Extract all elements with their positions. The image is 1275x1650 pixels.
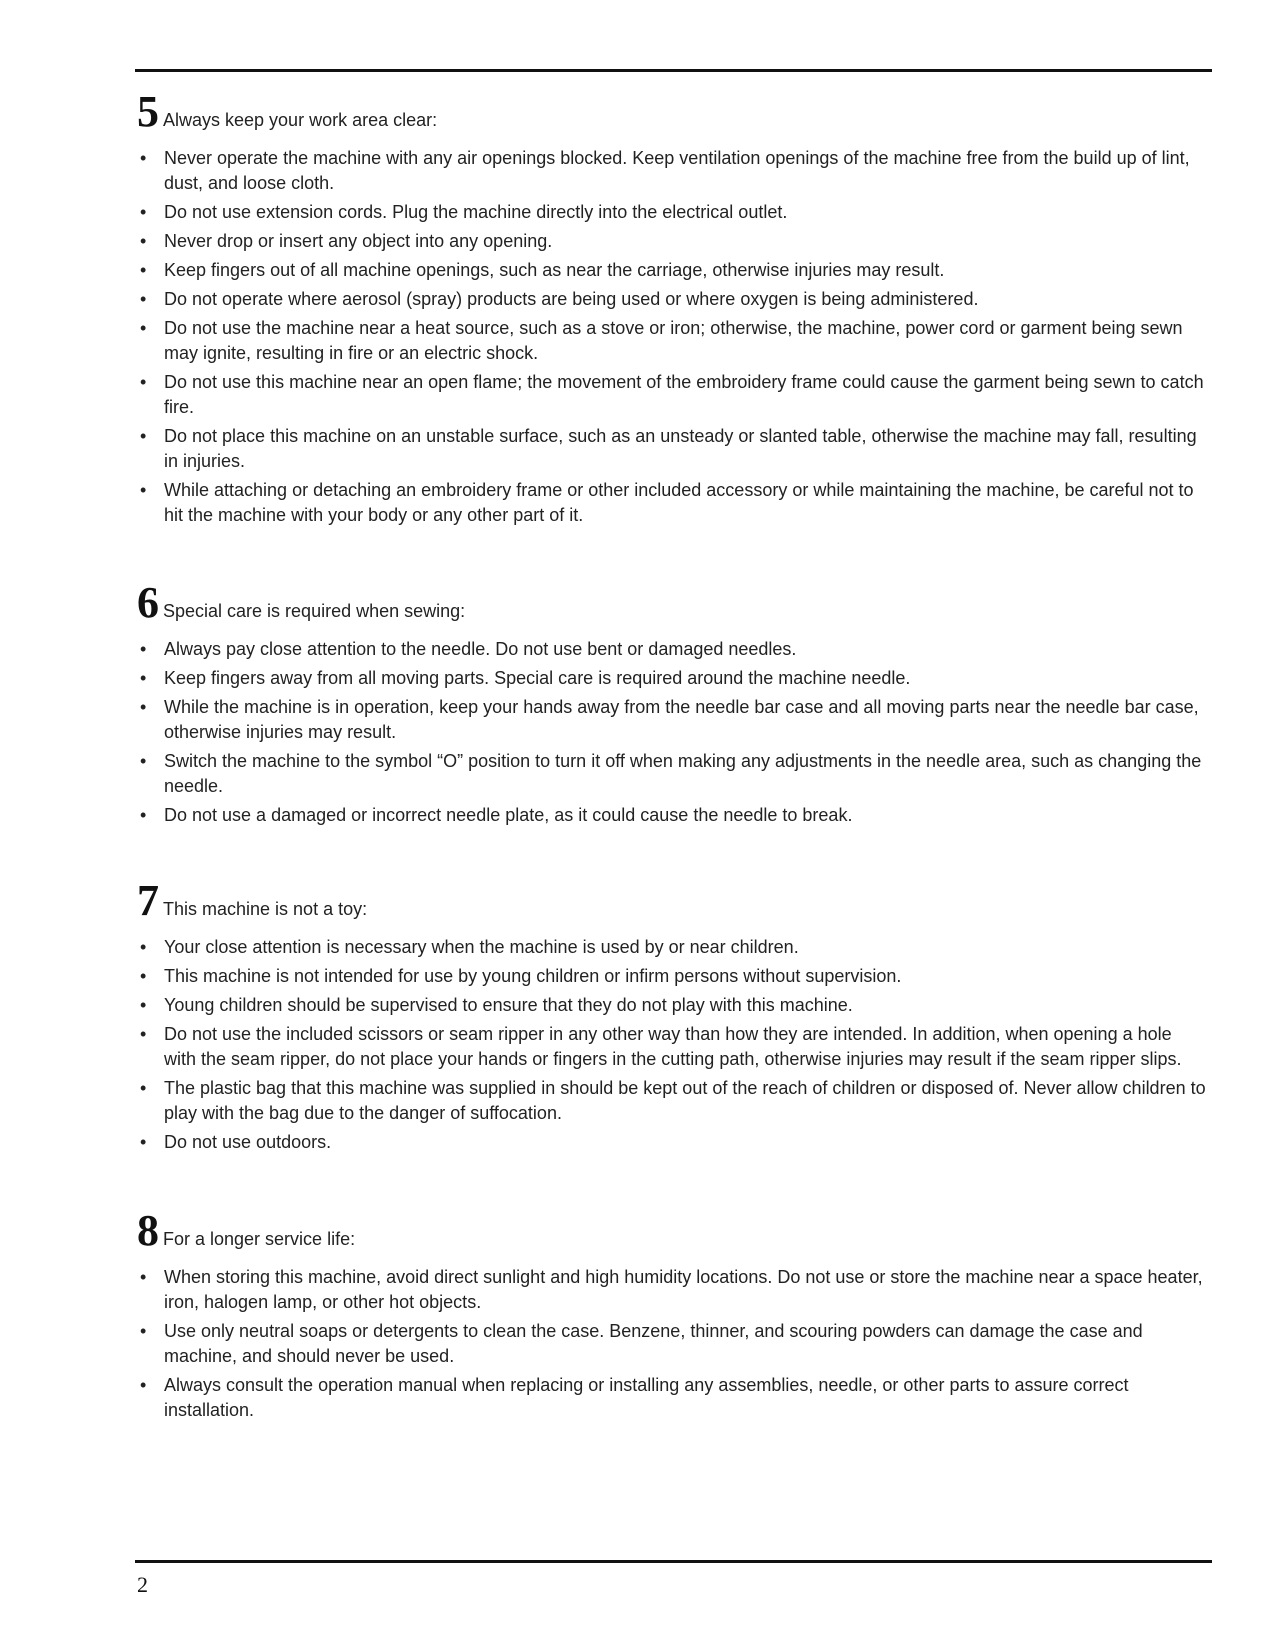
bullet-icon: • bbox=[140, 995, 147, 1015]
list-item bbox=[137, 146, 1207, 196]
section-7 bbox=[137, 876, 1207, 1159]
list-item bbox=[137, 258, 1207, 283]
list-item bbox=[137, 935, 1207, 960]
bullet-icon: • bbox=[140, 372, 147, 392]
bullet-icon: • bbox=[140, 426, 147, 446]
top-rule bbox=[135, 69, 1212, 72]
section-number: 5 bbox=[137, 87, 159, 136]
bullet-icon: • bbox=[140, 1321, 147, 1341]
list-item-text: Do not use extension cords. Plug the machine directly into the electrical outlet. bbox=[164, 202, 788, 222]
section-title: For a longer service life: bbox=[163, 1229, 356, 1249]
list-item bbox=[137, 287, 1207, 312]
list-item-text: Do not use a damaged or incorrect needle plate, as it could cause the needle to break. bbox=[164, 805, 853, 825]
list-item bbox=[137, 695, 1207, 745]
list-item-text: Switch the machine to the symbol “O” position to turn it off when making any adjustments in the needle area, such as changing the needle. bbox=[164, 751, 1202, 796]
section-title: This machine is not a toy: bbox=[163, 899, 368, 919]
list-item bbox=[137, 964, 1207, 989]
bullet-icon: • bbox=[140, 289, 147, 309]
list-item-text: The plastic bag that this machine was supplied in should be kept out of the reach of children or disposed of. Never allow children to play with the bag due to the danger of suffocation. bbox=[164, 1078, 1206, 1123]
bullet-icon: • bbox=[140, 318, 147, 338]
section-heading bbox=[137, 87, 1207, 136]
list-item-text: Young children should be supervised to ensure that they do not play with this machine. bbox=[164, 995, 853, 1015]
section-number: 8 bbox=[137, 1206, 159, 1255]
bullet-icon: • bbox=[140, 1267, 147, 1287]
section-title: Always keep your work area clear: bbox=[163, 110, 438, 130]
bullet-icon: • bbox=[140, 231, 147, 251]
list-item bbox=[137, 993, 1207, 1018]
bullet-icon: • bbox=[140, 639, 147, 659]
list-item bbox=[137, 637, 1207, 662]
bullet-icon: • bbox=[140, 668, 147, 688]
section-5 bbox=[137, 87, 1207, 532]
section-number: 7 bbox=[137, 876, 159, 925]
section-title: Special care is required when sewing: bbox=[163, 601, 466, 621]
page-number: 2 bbox=[137, 1572, 148, 1597]
list-item bbox=[137, 316, 1207, 366]
bullet-icon: • bbox=[140, 1375, 147, 1395]
list-item-text: While attaching or detaching an embroidery frame or other included accessory or while maintaining the machine, be careful not to hit the machine with your body or any other part of it. bbox=[164, 480, 1194, 525]
list-item bbox=[137, 1265, 1207, 1315]
bullet-icon: • bbox=[140, 1024, 147, 1044]
bullet-icon: • bbox=[140, 202, 147, 222]
list-item bbox=[137, 229, 1207, 254]
list-item bbox=[137, 1076, 1207, 1126]
list-item bbox=[137, 478, 1207, 528]
bullet-list bbox=[137, 637, 1207, 828]
section-8 bbox=[137, 1206, 1207, 1427]
list-item-text: Do not operate where aerosol (spray) products are being used or where oxygen is being administered. bbox=[164, 289, 979, 309]
list-item-text: Always consult the operation manual when replacing or installing any assemblies, needle, or other parts to assure correct installation. bbox=[164, 1375, 1129, 1420]
section-heading bbox=[137, 876, 1207, 925]
list-item-text: This machine is not intended for use by young children or infirm persons without supervision. bbox=[164, 966, 902, 986]
list-item bbox=[137, 1022, 1207, 1072]
bullet-list bbox=[137, 146, 1207, 528]
section-heading bbox=[137, 1206, 1207, 1255]
list-item bbox=[137, 749, 1207, 799]
bullet-icon: • bbox=[140, 966, 147, 986]
bullet-icon: • bbox=[140, 1132, 147, 1152]
bullet-icon: • bbox=[140, 937, 147, 957]
list-item-text: Keep fingers out of all machine openings, such as near the carriage, otherwise injuries may result. bbox=[164, 260, 945, 280]
list-item-text: Keep fingers away from all moving parts. Special care is required around the machine needle. bbox=[164, 668, 911, 688]
list-item-text: Do not use outdoors. bbox=[164, 1132, 332, 1152]
bullet-icon: • bbox=[140, 805, 147, 825]
list-item-text: Do not place this machine on an unstable surface, such as an unsteady or slanted table, otherwise the machine may fall, resulting in injuries. bbox=[164, 426, 1197, 471]
list-item-text: Use only neutral soaps or detergents to clean the case. Benzene, thinner, and scouring powders can damage the case and machine, and should never be used. bbox=[164, 1321, 1143, 1366]
list-item-text: Always pay close attention to the needle. Do not use bent or damaged needles. bbox=[164, 639, 797, 659]
list-item-text: Do not use the included scissors or seam ripper in any other way than how they are intended. In addition, when opening a hole with the seam ripper, do not place your hands or fingers in the cutting path, otherwise injuries may result if the seam ripper slips. bbox=[164, 1024, 1182, 1069]
list-item-text: When storing this machine, avoid direct sunlight and high humidity locations. Do not use or store the machine near a space heater, iron, halogen lamp, or other hot objects. bbox=[164, 1267, 1203, 1312]
bullet-icon: • bbox=[140, 260, 147, 280]
bullet-icon: • bbox=[140, 751, 147, 771]
list-item bbox=[137, 1319, 1207, 1369]
list-item-text: Do not use this machine near an open flame; the movement of the embroidery frame could cause the garment being sewn to catch fire. bbox=[164, 372, 1204, 417]
bullet-icon: • bbox=[140, 480, 147, 500]
list-item bbox=[137, 370, 1207, 420]
list-item-text: Do not use the machine near a heat source, such as a stove or iron; otherwise, the machine, power cord or garment being sewn may ignite, resulting in fire or an electric shock. bbox=[164, 318, 1183, 363]
list-item bbox=[137, 424, 1207, 474]
section-number: 6 bbox=[137, 578, 159, 627]
list-item-text: While the machine is in operation, keep your hands away from the needle bar case and all moving parts near the needle bar case, otherwise injuries may result. bbox=[164, 697, 1199, 742]
bullet-icon: • bbox=[140, 1078, 147, 1098]
list-item bbox=[137, 803, 1207, 828]
list-item-text: Never operate the machine with any air openings blocked. Keep ventilation openings of the machine free from the build up of lint, dust, and loose cloth. bbox=[164, 148, 1190, 193]
section-heading bbox=[137, 578, 1207, 627]
list-item bbox=[137, 200, 1207, 225]
list-item-text: Your close attention is necessary when the machine is used by or near children. bbox=[164, 937, 799, 957]
bullet-list bbox=[137, 1265, 1207, 1423]
section-6 bbox=[137, 578, 1207, 832]
bullet-list bbox=[137, 935, 1207, 1155]
list-item bbox=[137, 1373, 1207, 1423]
bullet-icon: • bbox=[140, 148, 147, 168]
list-item bbox=[137, 666, 1207, 691]
bullet-icon: • bbox=[140, 697, 147, 717]
bottom-rule bbox=[135, 1560, 1212, 1563]
list-item bbox=[137, 1130, 1207, 1155]
list-item-text: Never drop or insert any object into any opening. bbox=[164, 231, 553, 251]
